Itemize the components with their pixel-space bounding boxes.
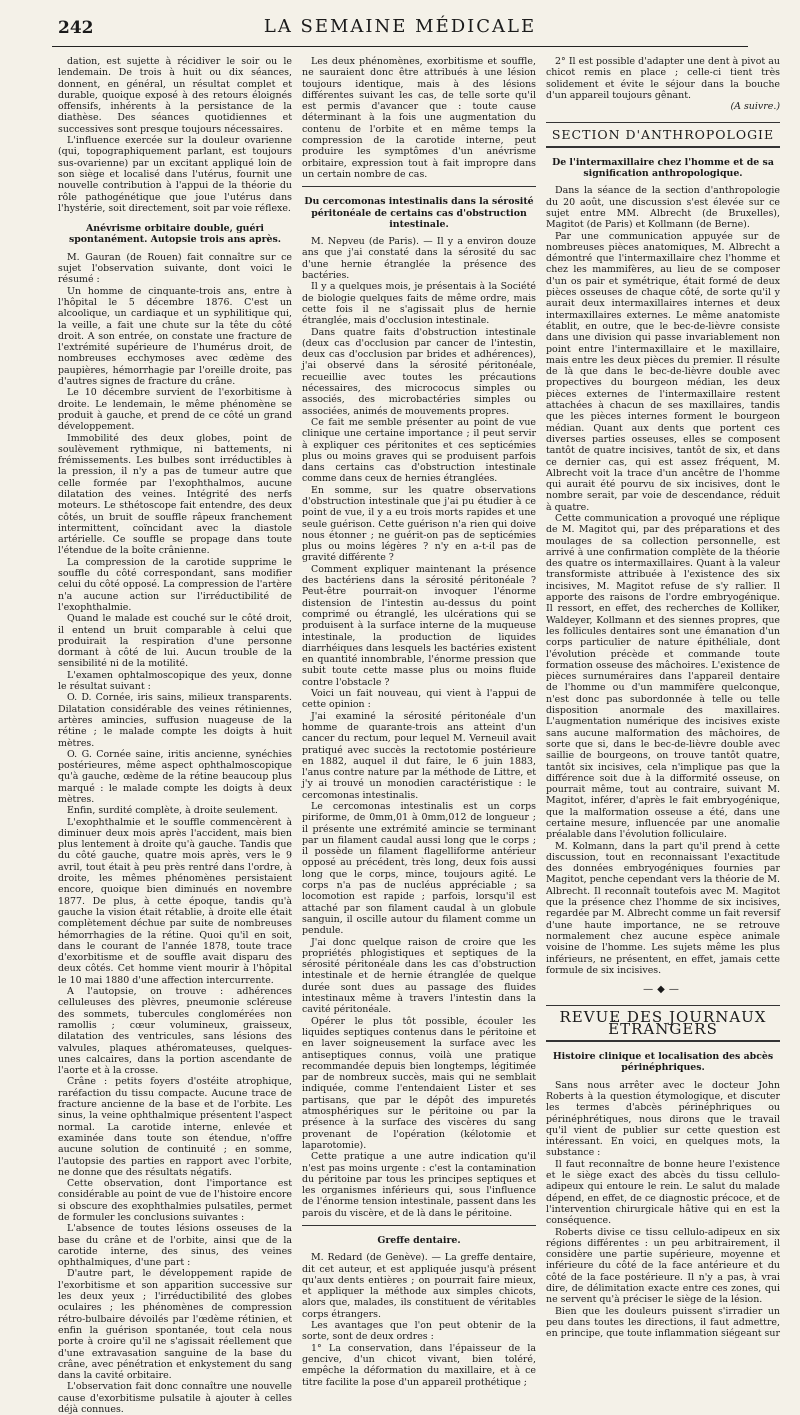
paragraph: Cette communication a provoqué une réplique de M. Magitot qui, par des préparations et des moulages de sa collection personnelle, est arrivé à une confirmation complète de la théorie des quatre os intermaxillaires. Quant à la valeur transformiste attribuée à l'existence des six incisives, M. Magitot refuse de s'y rallier. Il apporte des raisons de l'ordre embryogénique. Il ressort, en effet, des recherches de Kolliker, Waldeyer, Kollmann et des siennes propres, que les follicules dentaires sont une émanation d'un corps particulier de nature épithéliale, dont l'évolution précède et commande toute formation osseuse des mâchoires. L'existence de pièces surnuméraires dans l'appareil dentaire de l'homme ou d'un mammifère quelconque, n'est donc pas subordonnée à telle ou telle disposition anormale des maxillaires. L'augmentation numérique des incisives existe sans aucune malformation des mâchoires, de sorte que si, dans le bec-de-lièvre double avec saillie de bourgeons, on trouve tantôt quatre, tantôt six incisives, cela n'implique pas que la différence soit due à la difformité osseuse, on pourrait même, tout au contraire, suivant M. Magitot, inférer, d'après le fait embryogénique, que la malformation osseuse a été, dans une certaine mesure, influencée par une anomalie préalable dans l'évolution folliculaire. bbox=[546, 512, 780, 841]
paragraph: Crâne : petits foyers d'ostéite atrophique, raréfaction du tissu compacte. Aucune trace de fracture ancienne de la base et de l'orbite. Les sinus, la veine ophthalmique présentent l'aspect normal. La carotide interne, enlevée et examinée dans toute son étendue, n'offre aucune solution de continuité ; en somme, l'autopsie des parties en rapport avec l'orbite, ne donne que des résultats négatifs. bbox=[58, 1076, 292, 1178]
paragraph: Il y a quelques mois, je présentais à la Société de biologie quelques faits de même ordre, mais cette fois il ne s'agissait plus de hernie étranglée, mais d'occlusion intestinale. bbox=[302, 281, 536, 327]
paragraph: J'ai examiné la sérosité péritonéale d'un homme de quarante-trois ans atteint d'un cancer du rectum, pour lequel M. Verneuil avait pratiqué avec succès la rectotomie postérieure en 1882, auquel il dut faire, le 6 juin 1883, l'anus contre nature par la méthode de Littre, et j'y ai trouvé un monodien caractéristique : le cercomonas intestinalis. bbox=[302, 710, 536, 801]
col1-body bbox=[58, 252, 292, 1415]
paragraph: O. D. Cornée, iris sains, milieux transparents. Dilatation considérable des veines rétiniennes, artères amincies, suffusion nuageuse de la rétine ; le malade compte les doigts à huit mètres. bbox=[58, 692, 292, 749]
paragraph: Le 10 décembre survient de l'exorbitisme à droite. Le lendemain, le même phénomène se produit à gauche, et prend de ce côté un grand développement. bbox=[58, 387, 292, 433]
paragraph: Il faut reconnaître de bonne heure l'existence et le siège exact des abcès du tissu cellulo-adipeux qui entoure le rein. Le salut du malade dépend, en effet, de ce diagnostic précoce, et de l'intervention chirurgicale hâtive qui en est la conséquence. bbox=[546, 1158, 780, 1227]
paragraph: Bien que les douleurs puissent s'irradier un peu dans toutes les directions, il faut admettre, en principe, que toute inflammation siégeant sur bbox=[546, 1305, 780, 1340]
paragraph: 1° La conservation, dans l'épaisseur de la gencive, d'un chicot vivant, bien toléré, empêche la déformation du maxillaire, et à ce titre facilite la pose d'un appareil prothétique ; bbox=[302, 1342, 536, 1388]
paragraph: M. Nepveu (de Paris). — Il y a environ douze ans que j'ai constaté dans la sérosité du sac d'une hernie étranglée la présence des bactéries. bbox=[302, 236, 536, 282]
paragraph: La compression de la carotide supprime le souffle du côté correspondant, sans modifier celui du côté opposé. La compression de l'artère n'a aucune action sur l'irréductibilité de l'exophthalmie. bbox=[58, 556, 292, 613]
paragraph: M. Gauran (de Rouen) fait connaître sur ce sujet l'observation suivante, dont voici le résumé : bbox=[58, 251, 292, 286]
article-title-intermaxillaire: De l'intermaxillaire chez l'homme et de sa signification anthropologique. bbox=[552, 156, 774, 180]
paragraph: Par une communication appuyée sur de nombreuses pièces anatomiques, M. Albrecht a démontré que l'intermaxillaire chez l'homme et chez les mammifères, au lieu de se composer d'un os pair et symétrique, était formé de deux pièces osseuses de chaque côté, de sorte qu'il y aurait deux intermaxillaires internes et deux intermaxillaires externes. Le même anatomiste établit, en outre, que le bec-de-lièvre consiste dans une division qui passe invariablement non point entre l'intermaxillaire et le maxillaire, mais entre les deux pièces du premier. Il résulte de là que dans le bec-de-lièvre double avec propectives du bourgeon médian, les deux pièces externes de l'intermaxillaire restent attachées à chacun de ses maxillaires, tandis que les pièces internes forment le bourgeon médian. Quant aux dents que portent ces diverses parties osseuses, elles se composent tantôt de quatre incisives, tantôt de six, et dans ce dernier cas, qui est assez fréquent, M. Albrecht voit la trace d'un ancêtre de l'homme qui aurait été pourvu de six incisives, dont le nombre serait, par voie de descendance, réduit à quatre. bbox=[546, 230, 780, 513]
section-heading-anthropologie: SECTION D'ANTHROPOLOGIE bbox=[546, 122, 780, 147]
column-2 bbox=[302, 56, 536, 1388]
col2-greffe bbox=[302, 1252, 536, 1388]
journal-title: LA SEMAINE MÉDICALE bbox=[263, 16, 537, 37]
paragraph: Un homme de cinquante-trois ans, entre à l'hôpital le 5 décembre 1876. C'est un alcoolique, un cardiaque et un syphilitique qui, la veille, a fait une chute sur la tête du côté droit. A son entrée, on constate une fracture de l'extrémité supérieure de l'humérus droit, de nombreuses ecchymoses avec œdème des paupières, hémorrhagie par l'oreille droite, pas d'autres signes de fracture du crâne. bbox=[58, 285, 292, 388]
article-title-greffe: Greffe dentaire. bbox=[377, 1234, 461, 1246]
paragraph: D'autre part, le développement rapide de l'exorbitisme et son apparition successive sur les deux yeux ; l'irréductibilité des globes oculaires ; les phénomènes de compression rétro-bulbaire dévoilés par l'œdème rétinien, et enfin la guérison spontanée, tout cela nous porte à croire qu'il ne s'agissait réellement que d'une extravasation sanguine de la base du crâne, avec pénétration et enkystement du sang dans la cavité orbitaire. bbox=[58, 1268, 292, 1382]
col2-intro bbox=[302, 56, 536, 180]
col2-body bbox=[302, 236, 536, 1219]
paragraph: Roberts divise ce tissu cellulo-adipeux en six régions différentes : un peu arbitrairement, il considère une partie supérieure, moyenne et inférieure du côté de la face antérieure et du côté de la face postérieure. Il n'y a pas, à vrai dire, de délimitation exacte entre ces zones, qui ne servent qu'à préciser le siège de la lésion. bbox=[546, 1226, 780, 1306]
page-number: 242 bbox=[58, 18, 94, 38]
paragraph: L'observation fait donc connaître une nouvelle cause d'exorbitisme pulsatile à ajouter à celles déjà connues. bbox=[58, 1381, 292, 1415]
paragraph: L'exophthalmie et le souffle commencèrent à diminuer deux mois après l'accident, mais bien plus lentement à droite qu'à gauche. Tandis que du côté gauche, quatre mois après, vers le 9 avril, tout était à peu près rentré dans l'ordre, à droite, les mêmes phénomènes persistaient encore, quoique bien diminués en novembre 1877. De plus, à cette époque, tandis qu'à gauche la vision était rétablie, à droite elle était complètement déchue par suite de nombreuses hémorrhagies de la rétine. Quoi qu'il en soit, dans le courant de l'année 1878, toute trace d'exorbitisme et de souffle avait disparu des deux côtés. Cet homme vient mourir à l'hôpital le 10 mai 1880 d'une affection intercurrente. bbox=[58, 816, 292, 986]
paragraph: J'ai donc quelque raison de croire que les propriétés phlogistiques et septiques de la sérosité péritonéale dans les cas d'obstruction intestinale et de hernie étranglée de quelque durée sont dues au passage des fluides intestinaux même à travers l'intestin dans la cavité péritonéale. bbox=[302, 936, 536, 1016]
paragraph: A l'autopsie, on trouve : adhérences celluleuses des plèvres, pneumonie scléreuse des sommets, tubercules conglomérées non ramollis ; cœur volumineux, graisseux, dilatation des ventricules, sans lésions des valvules, plaques athéromateuses, quelques-unes calcaires, dans la portion ascendante de l'aorte et à la crosse. bbox=[58, 986, 292, 1077]
paragraph: 2° Il est possible d'adapter une dent à pivot au chicot remis en place ; celle-ci tient très solidement et évite le séjour dans la bouche d'un appareil toujours gênant. bbox=[546, 56, 780, 101]
col3-body bbox=[546, 185, 780, 976]
paragraph: Comment expliquer maintenant la présence des bactériens dans la sérosité péritonéale ? Peut-être pourrait-on invoquer l'énorme distension de l'intestin au-dessus du point comprimé ou étranglé, les ulcérations qui se produisent à la surface interne de la muqueuse intestinale, la production de liquides diarrhéiques dans lesquels les bactéries existent en quantité innombrable, l'énorme pression que subit toute cette masse plus ou moins fluide contre l'obstacle ? bbox=[302, 563, 536, 688]
page-header bbox=[52, 6, 748, 46]
paragraph: M. Kolmann, dans la part qu'il prend à cette discussion, tout en reconnaissant l'exactitude des données embryogéniques fournies par Magitot, penche cependant vers la théorie de M. Albrecht. Il reconnaît toutefois avec M. Magitot que la présence chez l'homme de six incisives, regardée par M. Albrecht comme un fait reversif d'une haute importance, ne se retrouve normalement chez aucune espèce animale voisine de l'homme. Les sujets même les plus inférieurs, ne présentent, en effet, jamais cette formule de six incisives. bbox=[546, 840, 780, 976]
divider bbox=[302, 186, 536, 187]
paragraph: Enfin, surdité complète, à droite seulement. bbox=[67, 805, 278, 817]
paragraph: Opérer le plus tôt possible, écouler les liquides septiques contenus dans le péritoine et en laver soigneusement la surface avec les antiseptiques connus, voilà une pratique recommandée depuis bien longtemps, légitimée par de nombreux succès, mais qui ne semblait indiquée, comme l'entendaient Lister et ses partisans, que par le dépôt des impuretés atmosphériques sur le péritoine ou par la présence à la surface des viscères du sang provenant de l'opération (kélotomie et laparotomie). bbox=[302, 1015, 536, 1151]
ornament-divider: —◆— bbox=[643, 984, 683, 996]
paragraph: Voici un fait nouveau, qui vient à l'appui de cette opinion : bbox=[302, 688, 536, 711]
paragraph: L'absence de toutes lésions osseuses de la base du crâne et de l'orbite, ainsi que de la carotide interne, des sinus, des veines ophthalmiques, d'une part : bbox=[58, 1223, 292, 1269]
paragraph: L'examen ophtalmoscopique des yeux, donne le résultat suivant : bbox=[58, 669, 292, 693]
col3-intro bbox=[546, 56, 780, 101]
col1-intro bbox=[58, 56, 292, 214]
paragraph: Sans nous arrêter avec le docteur John Roberts à la question étymologique, et discuter les termes d'abcès périnéphriques ou périnéphrétiques, nous dirons que le travail qu'il vient de publier sur cette question est intéressant. En voici, en quelques mots, la substance : bbox=[546, 1079, 780, 1159]
header-rule bbox=[52, 46, 748, 47]
paragraph: L'influence exercée sur la douleur ovarienne (qui, topographiquement parlant, est toujours sus-ovarienne) par un excitant appliqué loin de son siège et localisé dans l'utérus, fournit une nouvelle contribution à l'appui de la théorie du rôle pathogénétique que joue l'utérus dans l'hystérie, soit directement, soit par voie réflexe. bbox=[58, 135, 292, 214]
paragraph: Le cercomonas intestinalis est un corps piriforme, de 0mm,01 à 0mm,012 de longueur ; il présente une extrémité amincie se terminant par un filament caudal aussi long que le corps ; il possède un filament flagelliforme antérieur opposé au précédent, très long, deux fois aussi long que le corps, mince, toujours agité. Le corps n'a pas de nucléus appréciable ; sa locomotion est rapide ; parfois, lorsqu'il est attaché par son filament caudal à un globule sanguin, il oscille autour du filament comme un pendule. bbox=[302, 801, 536, 937]
paragraph: dation, est sujette à récidiver le soir ou le lendemain. De trois à huit ou dix séances, donnent, en général, un résultat complet et durable, quoique exposé à des retours éloignés offensifs, inhérents à la persistance de la diathèse. Des séances quotidiennes et successives sont presque toujours nécessaires. bbox=[58, 56, 292, 135]
paragraph: M. Redard (de Genève). — La greffe dentaire, dit cet auteur, et est appliquée jusqu'à présent qu'aux dents entières ; on pourrait faire mieux, et appliquer la méthode aux simples chicots, alors que, malades, ils constituent de véritables corps étrangers. bbox=[302, 1252, 536, 1320]
column-1 bbox=[58, 56, 292, 1415]
col3-abces bbox=[546, 1080, 780, 1340]
text-columns bbox=[58, 56, 780, 1415]
paragraph: Cette pratique a une autre indication qu'il n'est pas moins urgente : c'est la contamination du péritoine par tous les principes septiques et les organismes inférieurs qui, sous l'influence de l'énorme tension intestinale, passent dans les parois du viscère, et de là dans le péritoine. bbox=[302, 1151, 536, 1219]
divider bbox=[302, 1225, 536, 1226]
paragraph: Cette observation, dont l'importance est considérable au point de vue de l'histoire encore si obscure des exophthalmies pulsatiles, permet de formuler les conclusions suivantes : bbox=[58, 1178, 292, 1223]
paragraph: Dans la séance de la section d'anthropologie du 20 août, une discussion s'est élevée sur ce sujet entre MM. Albrecht (de Bruxelles), Magitot (de Paris) et Kollmann (de Berne). bbox=[546, 185, 780, 231]
paragraph: O. G. Cornée saine, iritis ancienne, synéchies postérieures, même aspect ophthalmoscopique qu'à gauche, œdème de la rétine beaucoup plus marqué : le malade compte les doigts à deux mètres. bbox=[58, 748, 292, 805]
column-3 bbox=[546, 56, 780, 1340]
paragraph: En somme, sur les quatre observations d'obstruction intestinale que j'ai pu étudier à ce point de vue, il y a eu trois morts rapides et une seule guérison. Cette guérison n'a rien qui doive nous étonner ; ne guérit-on pas de septicémies plus ou moins légères ? n'y en a-t-il pas de gravité différente ? bbox=[302, 484, 536, 564]
article-title-abces: Histoire clinique et localisation des abcès périnéphriques. bbox=[552, 1051, 774, 1074]
section-heading-revue: REVUE DES JOURNAUX ÉTRANGERS bbox=[546, 1005, 780, 1042]
paragraph: Quand le malade est couché sur le côté droit, il entend un bruit comparable à celui que produirait la respiration d'une personne dormant à côté de lui. Aucun trouble de la sensibilité ni de la motilité. bbox=[58, 613, 292, 670]
paragraph: Les avantages que l'on peut obtenir de la sorte, sont de deux ordres : bbox=[302, 1320, 536, 1343]
article-title-cercomonas: Du cercomonas intestinalis dans la sérosité péritonéale de certains cas d'obstruction intestinale. bbox=[304, 196, 534, 230]
paragraph: Ce fait me semble présenter au point de vue clinique une certaine importance ; il peut servir à expliquer ces péritonites et ces septicémies plus ou moins graves qui se produisent parfois dans certains cas d'obstruction intestinale comme dans ceux de hernies étranglées. bbox=[302, 416, 536, 485]
article-title-anevrisme: Anévrisme orbitaire double, guéri spontanément. Autopsie trois ans après. bbox=[68, 223, 282, 246]
paragraph: Les deux phénomènes, exorbitisme et souffle, ne sauraient donc être attribués à une lésion toujours identique, mais à des lésions différentes suivant les cas, de telle sorte qu'il est permis d'avancer que : toute cause déterminant à la fois une augmentation du contenu de l'orbite et en même temps la compression de la carotide interne, peut produire les symptômes d'un anévrisme orbitaire, expression tout à fait impropre dans un certain nombre de cas. bbox=[302, 56, 536, 180]
paragraph: Immobilité des deux globes, point de soulèvement rythmique, ni battements, ni frémissements. Les bulbes sont irréductibles à la pression, il n'y a pas de tumeur autre que celle formée par l'exophthalmos, aucune dilatation des veines. Intégrité des nerfs moteurs. Le sthétoscope fait entendre, des deux côtés, un bruit de souffle râpeux franchement intermittent, coïncidant avec la diastole artérielle. Ce souffle se propage dans toute l'étendue de la boîte crânienne. bbox=[58, 432, 292, 557]
paragraph: Dans quatre faits d'obstruction intestinale (deux cas d'occlusion par cancer de l'intestin, deux cas d'occlusion par brides et adhérences), j'ai observé dans la sérosité péritonéale, recueillie avec toutes les précautions nécessaires, des micrococus simples ou associés, des microbactéries simples ou associées, animés de mouvements propres. bbox=[302, 326, 536, 417]
suivre-note: (A suivre.) bbox=[730, 101, 780, 113]
